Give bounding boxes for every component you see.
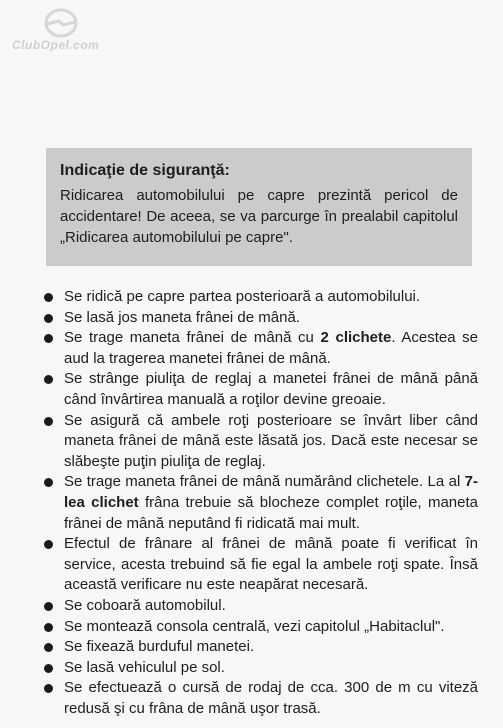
list-item: Efectul de frânare al frânei de mână poate fi verificat în service, acesta trebuind să fie egal la ambele roţi spate. Însă această verificare nu este neapărat necesară.: [42, 534, 478, 596]
list-item: Se coboară automobilul.: [42, 596, 478, 617]
list-item: Se montează consola centrală, vezi capitolul „Habitaclul".: [42, 617, 478, 638]
bullet-icon: [44, 684, 53, 693]
list-item: Se lasă vehiculul pe sol.: [42, 658, 478, 679]
list-item: Se strânge piuliţa de reglaj a manetei frânei de mână până când învârtirea manuală a roţilor devine greoaie.: [42, 369, 478, 410]
opel-logo-icon: [44, 8, 78, 38]
bullet-icon: [44, 314, 53, 323]
list-item: Se asigură că ambele roţi posterioare se învârt liber când maneta frânei de mână este lăsată jos. Dacă este necesar se slăbeşte puţin piuliţa de reglaj.: [42, 411, 478, 473]
bullet-icon: [44, 293, 53, 302]
safety-note-text: Ridicarea automobilului pe capre prezintă pericol de accidentare! De aceea, se va parcurge în prealabil capitolul „Ridicarea automobilului pe capre".: [60, 187, 458, 246]
bullet-icon: [44, 643, 53, 652]
bullet-icon: [44, 375, 53, 384]
bullet-icon: [44, 602, 53, 611]
steps-list: [42, 287, 478, 719]
bullet-icon: [44, 334, 53, 343]
safety-note-title: Indicaţie de siguranţă:: [60, 162, 230, 179]
list-item: Se efectuează o cursă de rodaj de cca. 300 de m cu viteză redusă şi cu frâna de mână uşor trasă.: [42, 678, 478, 719]
safety-note: [46, 148, 472, 266]
emphasis: 7-lea clichet: [64, 473, 478, 511]
list-item: Se trage maneta frânei de mână cu 2 clichete. Acestea se aud la tragerea manetei frânei de mână.: [42, 328, 478, 369]
list-item: Se lasă jos maneta frânei de mână.: [42, 308, 478, 329]
watermark-text: ClubOpel.com: [12, 38, 100, 52]
list-item: Se trage maneta frânei de mână numărând clichetele. La al 7-lea clichet frâna trebuie să blocheze complet roţile, maneta frânei de mână neputând fi ridicată mai mult.: [42, 472, 478, 534]
bullet-icon: [44, 540, 53, 549]
emphasis: 2 clichete: [320, 329, 392, 347]
bullet-icon: [44, 478, 53, 487]
bullet-icon: [44, 623, 53, 632]
bullet-icon: [44, 664, 53, 673]
list-item: Se ridică pe capre partea posterioară a automobilului.: [42, 287, 478, 308]
bullet-icon: [44, 417, 53, 426]
list-item: Se fixează burduful manetei.: [42, 637, 478, 658]
watermark: [12, 8, 122, 58]
